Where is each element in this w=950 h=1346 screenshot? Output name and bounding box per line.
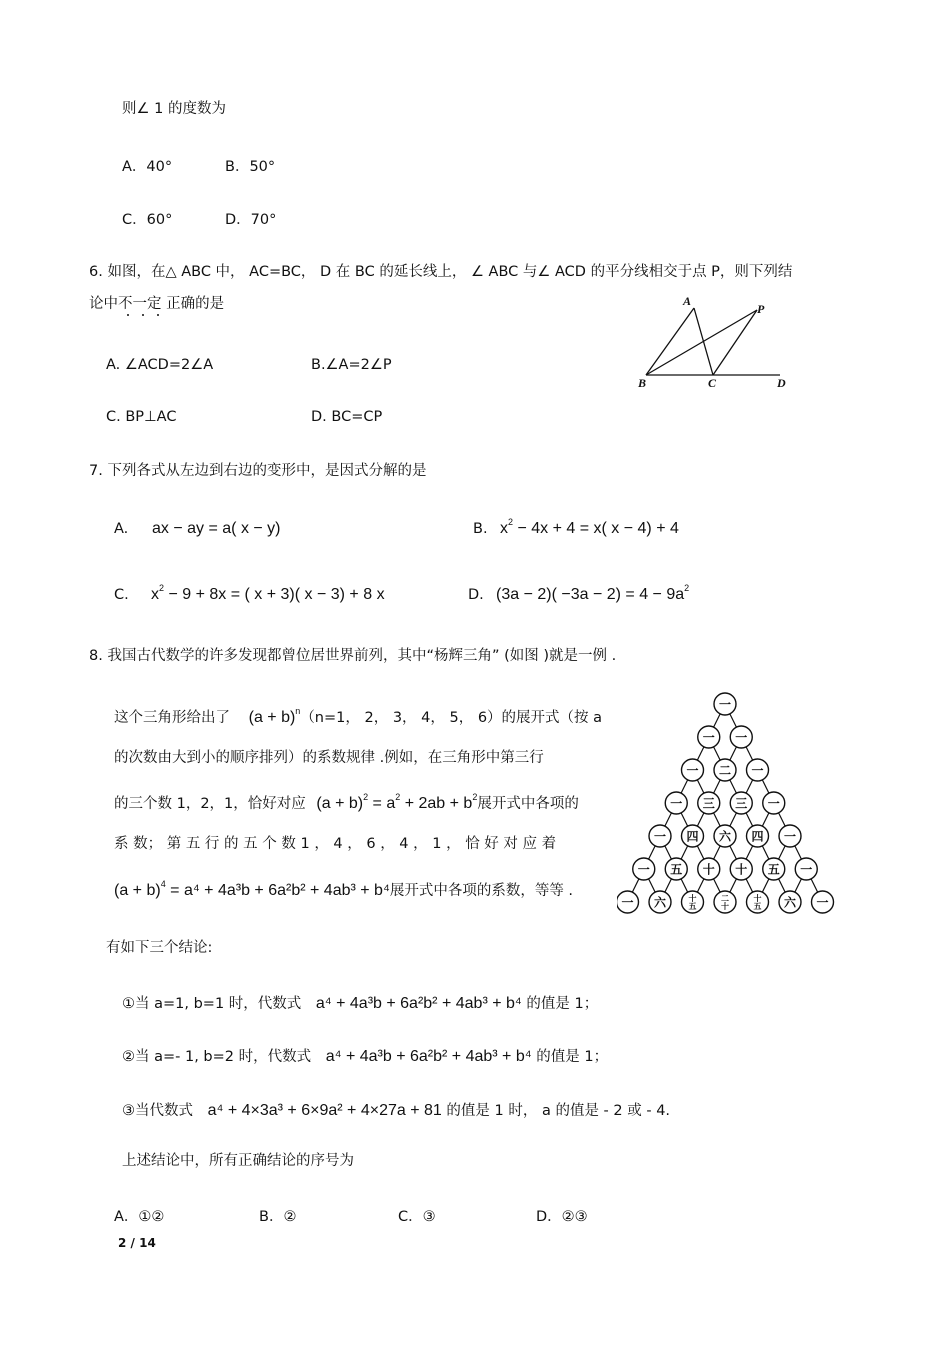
triangle-node-label: 一 bbox=[783, 829, 797, 844]
q5-option-c: C．60° bbox=[122, 212, 173, 228]
triangle-node-label: 一 bbox=[800, 862, 813, 877]
q8-conclusion-2 bbox=[122, 1049, 608, 1065]
emphasis-dot bbox=[142, 314, 144, 316]
expr: x bbox=[500, 520, 508, 537]
text: 展开式中各项的 bbox=[477, 796, 579, 812]
expr: − 4x + 4 = x( x − 4) + 4 bbox=[513, 520, 679, 537]
yang-hui-triangle-figure bbox=[617, 690, 847, 915]
triangle-node-label: 五 bbox=[670, 862, 683, 877]
expr: = a bbox=[368, 795, 396, 812]
expr: (a + b) bbox=[316, 795, 364, 812]
q6-stem-part: 论中 bbox=[89, 296, 118, 312]
triangle-node-label: 一 bbox=[751, 763, 764, 778]
q8-stem: 8. 我国古代数学的许多发现都曾位居世界前列，其中“杨辉三角” (如图 )就是一例 . bbox=[89, 648, 617, 664]
triangle-node-label: 一 bbox=[767, 796, 780, 811]
exponent: 2 bbox=[363, 792, 369, 802]
text: 的值是 1； bbox=[526, 996, 599, 1012]
triangle-node-label: 六 bbox=[653, 895, 667, 910]
exponent: 2 bbox=[472, 792, 478, 802]
exponent: 4 bbox=[160, 879, 166, 889]
q5-option-d: D．70° bbox=[225, 212, 277, 228]
expr: x bbox=[151, 586, 159, 603]
triangle-node-label: 四 bbox=[751, 829, 764, 844]
q6-geometry-figure bbox=[630, 292, 800, 392]
exponent: 2 bbox=[508, 517, 514, 527]
q8-option-b: B．② bbox=[259, 1209, 297, 1225]
triangle-node-label: 十 bbox=[702, 862, 715, 877]
emphasis-dot bbox=[157, 314, 159, 316]
expr: − 9 + 8x = ( x + 3)( x − 3) + 8 x bbox=[164, 586, 385, 603]
expr: = a⁴ + 4a³b + 6a²b² + 4ab³ + b⁴ bbox=[165, 882, 390, 899]
triangle-node-label: 十 bbox=[735, 862, 748, 877]
triangle-node-label: 三 bbox=[735, 796, 748, 811]
exponent: 2 bbox=[395, 792, 401, 802]
q8-conclusion-3 bbox=[122, 1103, 670, 1119]
triangle-node-label: 五 bbox=[753, 902, 762, 911]
q8-option-c: C．③ bbox=[398, 1209, 436, 1225]
triangle-node-label: 一 bbox=[637, 862, 650, 877]
q8-para-line3 bbox=[114, 792, 579, 812]
line-cp bbox=[713, 310, 757, 375]
triangle-node-label: 三 bbox=[702, 796, 715, 811]
emphasis-dot bbox=[127, 314, 129, 316]
q7-option-b-label: B. bbox=[473, 521, 488, 537]
expr: (a + b) bbox=[248, 709, 296, 726]
line-bp bbox=[646, 310, 757, 375]
triangle-node-label: 一 bbox=[702, 730, 715, 745]
triangle-node-label: 一 bbox=[686, 763, 699, 778]
q7-option-d-label: D. bbox=[468, 587, 484, 603]
q7-option-b-expr bbox=[500, 517, 679, 537]
expr: a⁴ + 4a³b + 6a²b² + 4ab³ + b⁴ bbox=[325, 1048, 532, 1065]
text: ③当代数式 bbox=[122, 1103, 193, 1119]
line-ba bbox=[646, 308, 694, 375]
triangle-node-label: 十 bbox=[688, 894, 697, 903]
q7-option-d-expr bbox=[496, 583, 690, 603]
expr: + 2ab + b bbox=[400, 795, 473, 812]
q7-option-c-expr bbox=[151, 583, 385, 603]
expr: a⁴ + 4×3a³ + 6×9a² + 4×27a + 81 bbox=[207, 1102, 442, 1119]
triangle-node-label: 十 bbox=[721, 902, 729, 911]
triangle-node-label: 五 bbox=[767, 862, 780, 877]
expr: (a + b) bbox=[114, 882, 161, 899]
triangle-node-label: 一 bbox=[621, 895, 634, 910]
q8-para-line1 bbox=[114, 706, 603, 726]
text: 的值是 1 时， a 的值是 - 2 或 - 4. bbox=[446, 1103, 671, 1119]
q7-stem: 7. 下列各式从左边到右边的变形中，是因式分解的是 bbox=[89, 463, 427, 479]
binomial bbox=[248, 706, 301, 726]
triangle-node-label: 五 bbox=[688, 902, 697, 911]
triangle-node-label: 二 bbox=[721, 894, 729, 903]
q8-summary: 上述结论中，所有正确结论的序号为 bbox=[122, 1153, 354, 1169]
label-c: C bbox=[708, 376, 717, 390]
q6-option-d: D. BC=CP bbox=[311, 409, 383, 425]
q6-option-a: A. ∠ACD=2∠A bbox=[106, 357, 214, 373]
triangle-node-label: 四 bbox=[686, 829, 699, 844]
triangle-node-label: 一 bbox=[653, 829, 667, 844]
q8-option-d: D．②③ bbox=[536, 1209, 588, 1225]
q5-option-a: A．40° bbox=[122, 159, 173, 175]
q8-para-line4: 系 数； 第 五 行 的 五 个 数 1 ， 4 ， 6 ， 4 ， 1 ， 恰 好 对 应 着 bbox=[114, 836, 557, 852]
q6-emphasis: 不一定 bbox=[118, 296, 162, 312]
triangle-node-label: 十 bbox=[753, 894, 762, 903]
triangle-node-label: 二 bbox=[718, 763, 732, 778]
q8-intro: 有如下三个结论: bbox=[106, 940, 213, 956]
text: ①当 a=1, b=1 时，代数式 bbox=[122, 996, 302, 1012]
text: （n=1， 2， 3， 4， 5， 6）的展开式（按 a bbox=[300, 710, 603, 726]
text: 的三个数 1，2，1，恰好对应 bbox=[114, 796, 306, 812]
q8-para-line5 bbox=[114, 879, 574, 899]
exponent: n bbox=[295, 706, 301, 716]
text: 的值是 1； bbox=[536, 1049, 609, 1065]
label-b: B bbox=[638, 376, 647, 390]
q5-stem-end: 则∠ 1 的度数为 bbox=[122, 101, 226, 117]
triangle-node-label: 一 bbox=[718, 697, 732, 712]
expr: a⁴ + 4a³b + 6a²b² + 4ab³ + b⁴ bbox=[315, 995, 522, 1012]
expr: (3a − 2)( −3a − 2) = 4 − 9a bbox=[496, 586, 685, 603]
page-number: 2 / 14 bbox=[118, 1236, 156, 1250]
q8-para-line2: 的次数由大到小的顺序排列）的系数规律 .例如，在三角形中第三行 bbox=[114, 750, 544, 766]
triangle-node-label: 六 bbox=[783, 895, 797, 910]
exponent: 2 bbox=[159, 583, 165, 593]
binomial-expansion bbox=[114, 879, 390, 899]
q6-stem-line2 bbox=[89, 297, 224, 312]
text: ②当 a=- 1, b=2 时，代数式 bbox=[122, 1049, 312, 1065]
q6-option-b: B.∠A=2∠P bbox=[311, 357, 392, 373]
text: 展开式中各项的系数，等等 . bbox=[389, 883, 574, 899]
triangle-node-label: 一 bbox=[670, 796, 683, 811]
binomial-expansion bbox=[316, 792, 478, 812]
q7-option-c-label: C. bbox=[114, 587, 129, 603]
q7-option-a-label: A. bbox=[114, 521, 129, 537]
label-d: D bbox=[777, 376, 786, 390]
triangle-node-label: 六 bbox=[718, 829, 732, 844]
exponent: 2 bbox=[684, 583, 690, 593]
text: 这个三角形给出了 bbox=[114, 710, 230, 726]
q6-stem-line1: 6. 如图，在△ ABC 中， AC=BC， D 在 BC 的延长线上， ∠ ABC 与∠ ACD 的平分线相交于点 P，则下列结 bbox=[89, 264, 793, 280]
triangle-node-label: 一 bbox=[816, 895, 829, 910]
q5-option-b: B．50° bbox=[225, 159, 276, 175]
q8-conclusion-1 bbox=[122, 996, 598, 1012]
q7-option-a-expr: ax − ay = a( x − y) bbox=[152, 520, 281, 537]
label-p: P bbox=[757, 302, 765, 316]
q6-stem-part: 正确的是 bbox=[166, 296, 225, 312]
q8-option-a: A．①② bbox=[114, 1209, 165, 1225]
triangle-node-label: 一 bbox=[735, 730, 748, 745]
label-a: A bbox=[683, 294, 692, 308]
q6-option-c: C. BP⊥AC bbox=[106, 409, 177, 425]
